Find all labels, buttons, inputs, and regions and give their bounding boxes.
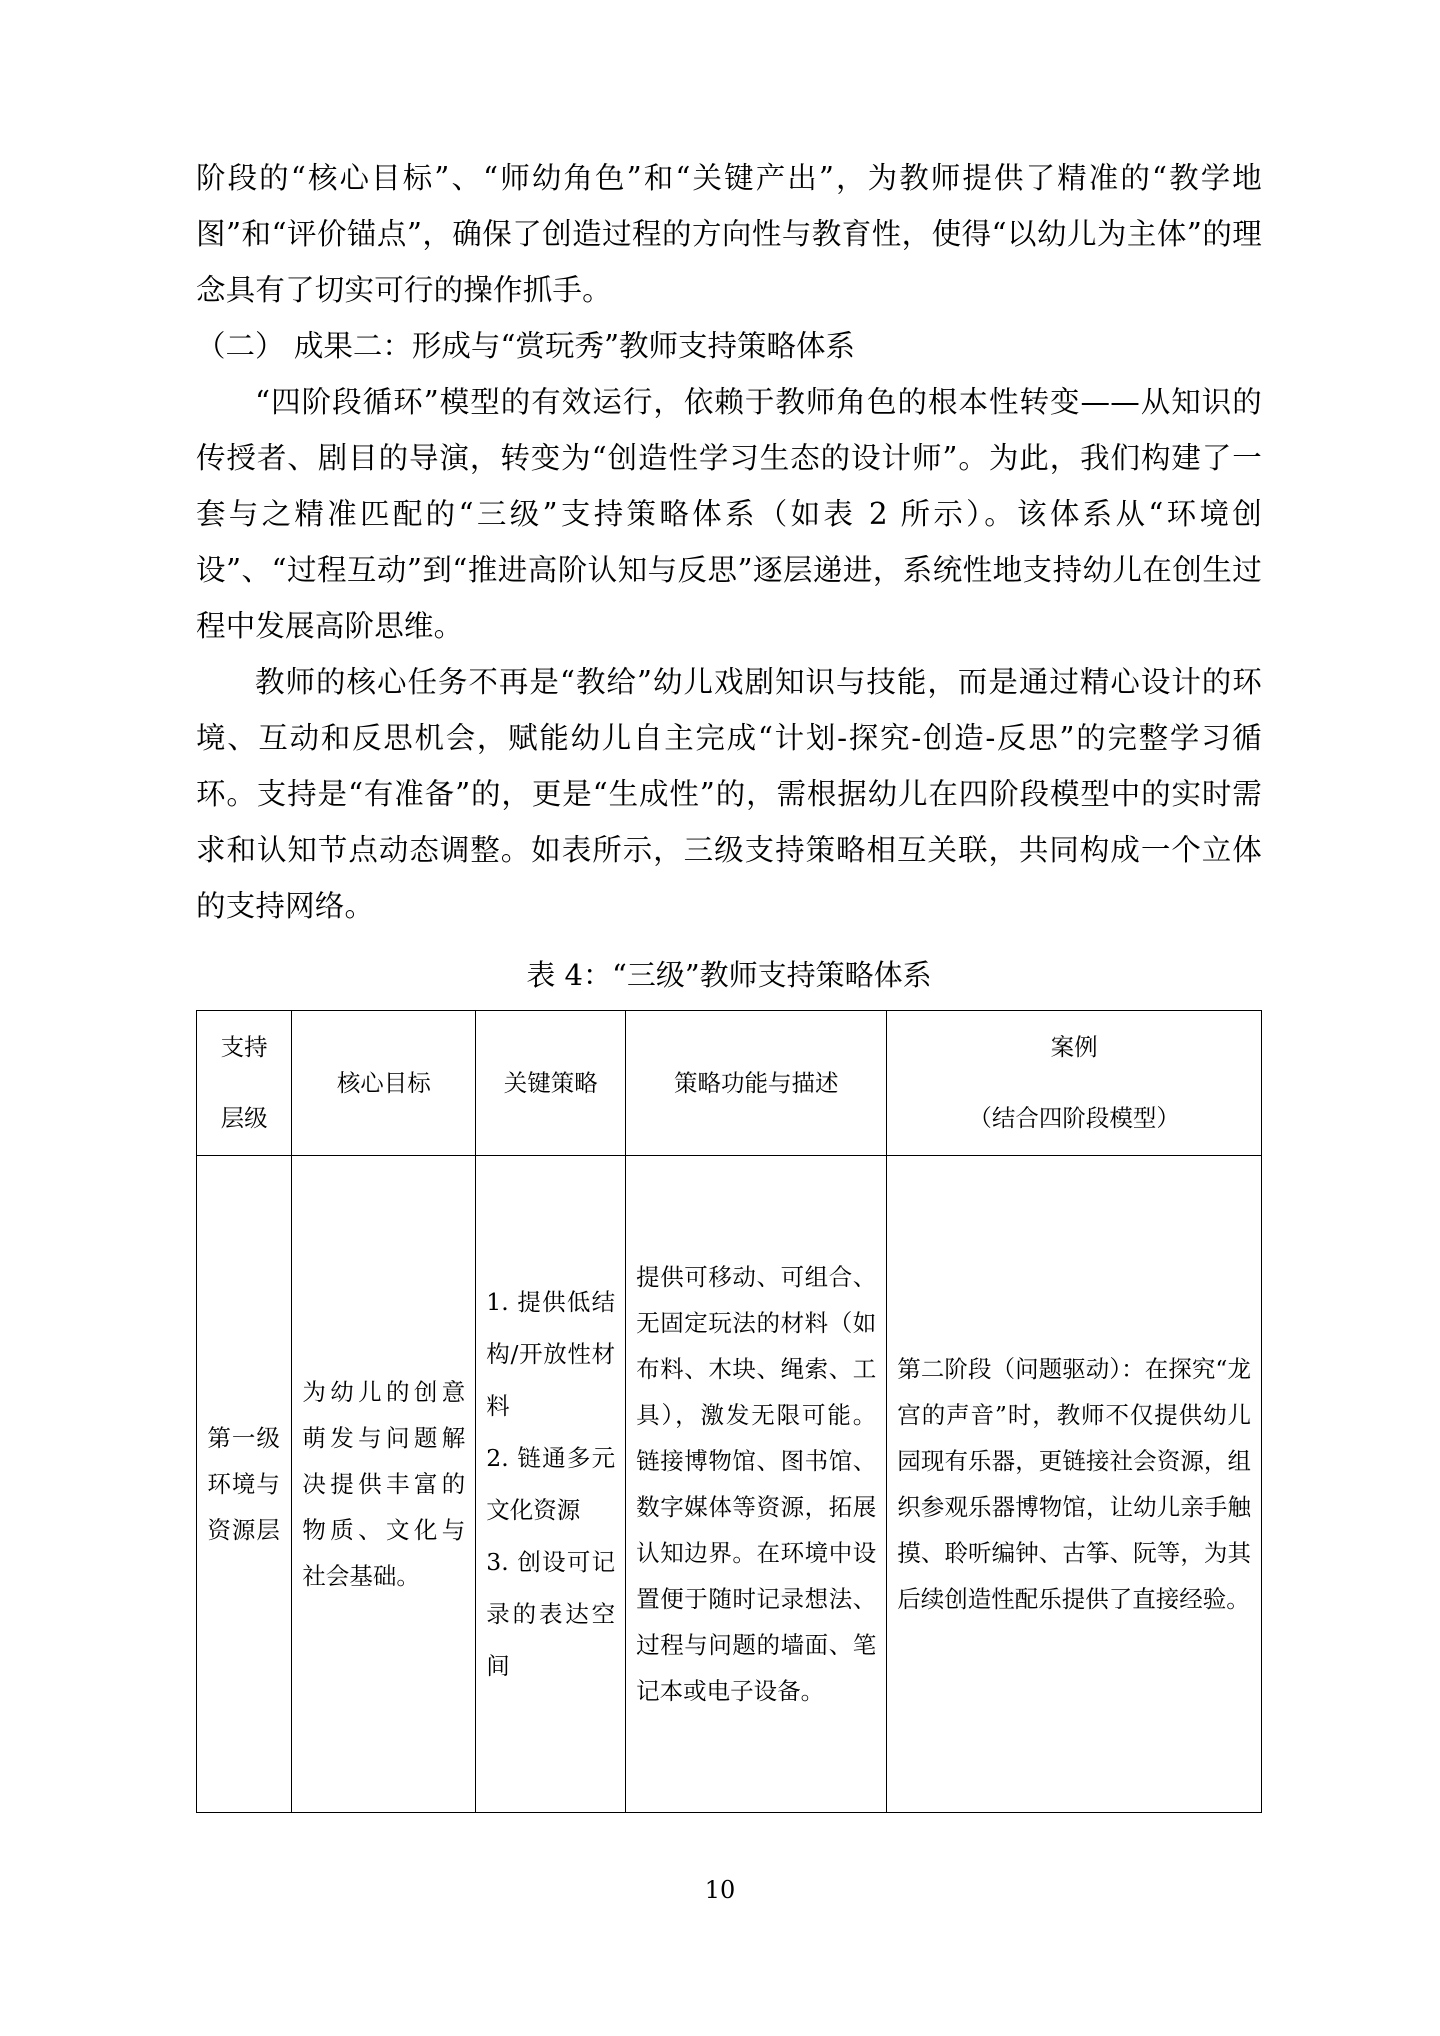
table-header-level (197, 1011, 292, 1156)
cell-level: 第一级 环境与资源层 (197, 1156, 292, 1813)
strategy-item: 1. 提供低结构/开放性材料 (486, 1288, 616, 1420)
section-heading-2: （二） 成果二：形成与“赏玩秀”教师支持策略体系 (196, 329, 856, 363)
paragraph-teacher-role: 教师的核心任务不再是“教给”幼儿戏剧知识与技能，而是通过精心设计的环境、互动和反思机会，赋能幼儿自主完成“计划-探究-创造-反思”的完整学习循环。支持是“有准备”的，更是“生成性”的，需根据幼儿在四阶段模型中的实时需求和认知节点动态调整。如表所示，三级支持策略相互关联，共同构成一个立体的支持网络。 (196, 665, 1262, 923)
table-caption: 表 4：“三级”教师支持策略体系 (526, 958, 932, 992)
table-header-row (197, 1011, 1262, 1156)
cell-case: 第二阶段（问题驱动）：在探究“龙宫的声音”时，教师不仅提供幼儿园现有乐器，更链接社会资源，组织参观乐器博物馆，让幼儿亲手触摸、聆听编钟、古筝、阮等，为其后续创造性配乐提供了直接经验。 (887, 1156, 1262, 1813)
table-row (197, 1156, 1262, 1813)
table-header-case-line2: （结合四阶段模型） (968, 1104, 1180, 1132)
table-header-description: 策略功能与描述 (626, 1011, 887, 1156)
cell-goal: 为幼儿的创意萌发与问题解决提供丰富的物质、文化与社会基础。 (292, 1156, 476, 1813)
page-number: 10 (704, 1876, 736, 1904)
strategy-item: 3. 创设可记录的表达空间 (486, 1548, 616, 1680)
page-content (196, 150, 1262, 1813)
table-header-level-line2: 层级 (220, 1104, 268, 1132)
paragraph-continuation: 阶段的“核心目标”、“师幼角色”和“关键产出”，为教师提供了精准的“教学地图”和“评价锚点”，确保了创造过程的方向性与教育性，使得“以幼儿为主体”的理念具有了切实可行的操作抓手。 (196, 161, 1262, 307)
table-header-case-line1: 案例 (1050, 1033, 1098, 1061)
table-header-level-line1: 支持 (220, 1033, 268, 1061)
support-strategy-table (196, 1010, 1262, 1813)
strategy-item: 2. 链通多元文化资源 (486, 1444, 616, 1524)
cell-description: 提供可移动、可组合、无固定玩法的材料（如布料、木块、绳索、工具），激发无限可能。链接博物馆、图书馆、数字媒体等资源，拓展认知边界。在环境中设置便于随时记录想法、过程与问题的墙面、笔记本或电子设备。 (626, 1156, 887, 1813)
table-header-goal: 核心目标 (292, 1011, 476, 1156)
table-header-case (887, 1011, 1262, 1156)
table-header-strategy: 关键策略 (476, 1011, 626, 1156)
cell-strategy (476, 1156, 626, 1813)
paragraph-model-operation: “四阶段循环”模型的有效运行，依赖于教师角色的根本性转变——从知识的传授者、剧目的导演，转变为“创造性学习生态的设计师”。为此，我们构建了一套与之精准匹配的“三级”支持策略体系（如表 2 所示）。该体系从“环境创设”、“过程互动”到“推进高阶认知与反思”逐层递进，系统性地支持幼儿在创生过程中发展高阶思维。 (196, 385, 1262, 643)
